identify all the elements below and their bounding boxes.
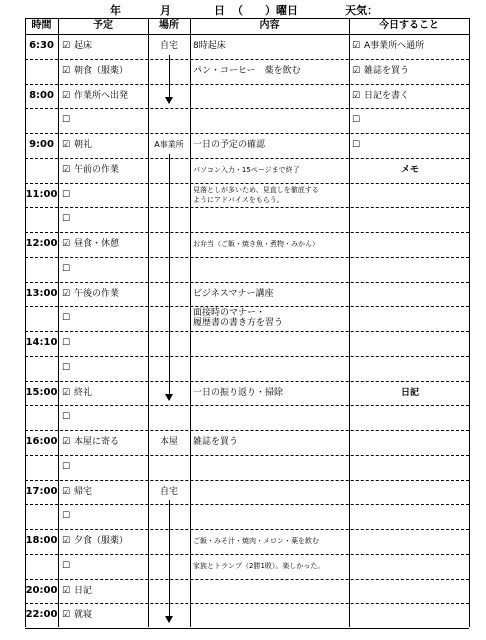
plan-label: 本屋に寄る <box>74 437 120 447</box>
time-cell: 11:00 <box>25 188 58 200</box>
column-divider <box>349 18 350 627</box>
plan-cell <box>62 455 148 479</box>
today-cell <box>352 207 468 231</box>
content-cell: 家族とトランプ（2勝1敗）。楽しかった。 <box>193 561 325 570</box>
today-cell <box>352 133 468 157</box>
col-today: 今日すること <box>379 20 439 31</box>
plan-checkbox[interactable]: ☐ <box>62 263 71 274</box>
place-cell <box>148 108 190 132</box>
today-cell <box>352 232 468 256</box>
today-cell <box>352 579 468 603</box>
plan-cell <box>62 84 148 108</box>
row-divider <box>25 381 469 382</box>
table-rule <box>25 34 469 35</box>
plan-checkbox[interactable]: ☐ <box>62 214 71 225</box>
plan-checkbox[interactable]: ☑ <box>62 239 71 249</box>
down-arrow-icon <box>169 154 170 400</box>
today-label: 雑誌を買う <box>364 65 410 76</box>
plan-cell <box>62 282 148 306</box>
content-cell <box>193 331 348 355</box>
content-cell <box>193 108 348 132</box>
time-cell: 22:00 <box>25 609 58 621</box>
header-day: 日 <box>214 4 225 17</box>
col-place: 場所 <box>159 20 179 31</box>
time-cell: 16:00 <box>25 436 58 447</box>
plan-cell <box>62 356 148 380</box>
plan-label: 就寝 <box>74 610 93 621</box>
plan-label: 朝食（服薬） <box>74 65 129 76</box>
plan-checkbox[interactable]: ☑ <box>62 585 71 596</box>
time-cell: 14:10 <box>25 337 58 348</box>
today-cell <box>352 529 468 553</box>
row-divider <box>25 430 469 431</box>
today-cell <box>352 108 468 132</box>
today-cell <box>352 356 468 380</box>
content-cell: 見落としが多いため、見直しを徹底する ようにアドバイスをもらう。 <box>193 185 319 204</box>
plan-label: 午前の作業 <box>74 164 120 175</box>
plan-checkbox[interactable]: ☐ <box>62 189 71 200</box>
row-divider <box>25 232 469 233</box>
today-label: 日記 <box>400 387 419 398</box>
plan-label: 夕食（服薬） <box>74 536 129 546</box>
plan-cell <box>62 529 148 553</box>
plan-cell <box>62 504 148 528</box>
row-divider <box>25 356 469 357</box>
content-cell: 面接時のマナー・ 履歴書の書き方を習う <box>193 308 284 329</box>
row-divider <box>25 257 469 258</box>
row-divider <box>25 405 469 406</box>
row-divider <box>25 603 469 604</box>
content-cell <box>193 455 348 479</box>
plan-label: 帰宅 <box>74 486 93 497</box>
plan-cell <box>62 405 148 429</box>
time-cell: 9:00 <box>29 139 54 150</box>
row-divider <box>25 306 469 307</box>
table-rule <box>25 18 469 19</box>
plan-checkbox[interactable]: ☐ <box>62 313 71 324</box>
plan-label: 午後の作業 <box>74 288 120 299</box>
place-cell <box>148 405 190 429</box>
today-cell <box>352 430 468 454</box>
plan-checkbox[interactable]: ☑ <box>62 288 71 299</box>
place-cell: 自宅 <box>159 486 178 497</box>
today-cell <box>352 554 468 578</box>
plan-cell <box>62 34 148 58</box>
plan-cell <box>62 257 148 281</box>
content-cell <box>193 405 348 429</box>
plan-label: 昼食・休憩 <box>74 239 120 249</box>
plan-checkbox[interactable]: ☐ <box>62 115 71 126</box>
today-cell <box>352 455 468 479</box>
row-divider <box>25 455 469 456</box>
plan-checkbox[interactable]: ☐ <box>62 338 71 348</box>
plan-cell <box>62 133 148 157</box>
today-cell <box>352 306 468 330</box>
row-divider <box>25 331 469 332</box>
row-divider <box>25 480 469 481</box>
col-time: 時間 <box>31 20 52 31</box>
time-cell <box>25 158 58 182</box>
plan-cell <box>62 603 148 627</box>
plan-cell <box>62 306 148 330</box>
content-cell: ご飯・みそ汁・焼肉・メロン・薬を飲む <box>193 537 319 545</box>
col-content: 内容 <box>259 20 280 31</box>
row-divider <box>25 59 469 60</box>
plan-checkbox[interactable]: ☑ <box>62 387 71 398</box>
content-cell: 8時起床 <box>193 41 226 51</box>
time-cell <box>25 356 58 380</box>
plan-checkbox[interactable]: ☑ <box>62 164 71 175</box>
plan-checkbox[interactable]: ☐ <box>62 412 71 423</box>
plan-cell <box>62 108 148 132</box>
content-cell: パン・コーヒー 薬を飲む <box>193 65 301 76</box>
time-cell: 13:00 <box>25 287 58 299</box>
content-cell <box>193 257 348 281</box>
content-cell <box>193 480 348 504</box>
time-cell: 18:00 <box>25 535 58 546</box>
content-cell <box>193 207 348 231</box>
place-cell <box>148 455 190 479</box>
plan-cell <box>62 331 148 355</box>
time-cell: 20:00 <box>25 584 58 596</box>
plan-checkbox[interactable]: ☐ <box>62 461 71 472</box>
plan-checkbox[interactable]: ☑ <box>62 486 71 497</box>
plan-cell <box>62 158 148 182</box>
row-divider <box>25 108 469 109</box>
place-cell: A事業所 <box>154 140 184 149</box>
today-cell <box>352 84 468 108</box>
today-cell <box>352 282 468 306</box>
today-cell <box>352 331 468 355</box>
time-cell: 8:00 <box>29 89 54 101</box>
plan-cell <box>62 183 148 207</box>
today-cell <box>352 34 468 58</box>
today-checkbox[interactable]: ☐ <box>352 115 361 126</box>
time-cell: 15:00 <box>25 386 58 398</box>
header-year: 年 <box>110 4 121 17</box>
today-cell <box>352 183 468 207</box>
plan-checkbox[interactable]: ☑ <box>62 41 71 51</box>
header-weather: 天気： <box>345 4 378 17</box>
time-cell: 6:30 <box>29 40 54 51</box>
row-divider <box>25 158 469 159</box>
plan-label: 朝礼 <box>74 140 93 150</box>
time-cell <box>25 504 58 528</box>
content-cell: 雑誌を買う <box>193 437 239 447</box>
plan-cell <box>62 207 148 231</box>
row-divider <box>25 183 469 184</box>
time-cell <box>25 405 58 429</box>
row-divider <box>25 628 469 629</box>
time-cell <box>25 207 58 231</box>
time-cell <box>25 554 58 578</box>
row-divider <box>25 579 469 580</box>
column-divider <box>25 18 26 627</box>
header-weekday: （ ）曜日 <box>232 4 298 17</box>
row-divider <box>25 207 469 208</box>
plan-checkbox[interactable]: ☐ <box>62 362 71 373</box>
time-cell <box>25 108 58 132</box>
header-month: 月 <box>160 4 171 17</box>
row-divider <box>25 504 469 505</box>
column-divider <box>148 18 149 627</box>
today-cell <box>352 603 468 627</box>
plan-label: 日記 <box>74 585 93 596</box>
today-checkbox[interactable]: ☑ <box>352 90 361 101</box>
plan-cell <box>62 430 148 454</box>
content-cell <box>193 84 348 108</box>
down-arrow-icon <box>169 55 170 103</box>
plan-cell <box>62 579 148 603</box>
plan-checkbox[interactable]: ☐ <box>62 511 71 522</box>
today-checkbox[interactable]: ☑ <box>352 41 361 51</box>
today-cell <box>352 405 468 429</box>
time-cell <box>25 306 58 330</box>
plan-cell <box>62 480 148 504</box>
plan-cell <box>62 381 148 405</box>
row-divider <box>25 554 469 555</box>
row-divider <box>25 282 469 283</box>
content-cell <box>193 603 348 627</box>
time-cell <box>25 59 58 83</box>
content-cell <box>193 504 348 528</box>
plan-checkbox[interactable]: ☑ <box>62 140 71 150</box>
col-plan: 予定 <box>93 20 113 31</box>
row-divider <box>25 133 469 134</box>
column-divider <box>58 18 59 627</box>
column-divider <box>190 18 191 627</box>
plan-checkbox[interactable]: ☑ <box>62 65 71 76</box>
plan-checkbox[interactable]: ☑ <box>62 536 71 546</box>
today-cell <box>352 158 468 182</box>
content-cell <box>193 579 348 603</box>
today-label: 日記を書く <box>364 90 410 101</box>
time-cell: 17:00 <box>25 485 58 497</box>
plan-cell <box>62 232 148 256</box>
row-divider <box>25 84 469 85</box>
place-cell: 本屋 <box>159 437 178 447</box>
today-cell <box>352 257 468 281</box>
plan-cell <box>62 59 148 83</box>
today-cell <box>352 381 468 405</box>
plan-checkbox[interactable]: ☑ <box>62 437 71 447</box>
place-cell: 自宅 <box>159 41 178 51</box>
time-cell <box>25 455 58 479</box>
content-cell: 一日の予定の確認 <box>193 140 266 150</box>
plan-label: 作業所へ出発 <box>74 90 129 101</box>
plan-cell <box>62 554 148 578</box>
today-cell <box>352 504 468 528</box>
column-divider <box>469 18 470 627</box>
today-cell <box>352 59 468 83</box>
row-divider <box>25 529 469 530</box>
today-label: A事業所へ通所 <box>364 41 425 51</box>
today-checkbox[interactable]: ☐ <box>352 140 361 150</box>
plan-label: 終礼 <box>74 387 93 398</box>
column-header-row <box>25 18 469 34</box>
today-label: メモ <box>400 164 419 175</box>
time-cell <box>25 257 58 281</box>
plan-checkbox[interactable]: ☑ <box>62 610 71 621</box>
plan-label: 起床 <box>74 41 93 51</box>
content-cell: パソコン入力・15ページまで終了 <box>193 165 300 174</box>
time-cell: 12:00 <box>25 238 58 249</box>
content-cell: ビジネスマナー講座 <box>193 288 274 299</box>
today-cell <box>352 480 468 504</box>
content-cell: 一日の振り返り・掃除 <box>193 387 284 398</box>
plan-checkbox[interactable]: ☐ <box>62 560 71 571</box>
content-cell <box>193 356 348 380</box>
plan-checkbox[interactable]: ☑ <box>62 90 71 101</box>
today-checkbox[interactable]: ☑ <box>352 65 361 76</box>
down-arrow-icon <box>169 500 170 622</box>
content-cell: お弁当（ご飯・焼き魚・煮物・みかん） <box>193 240 319 248</box>
